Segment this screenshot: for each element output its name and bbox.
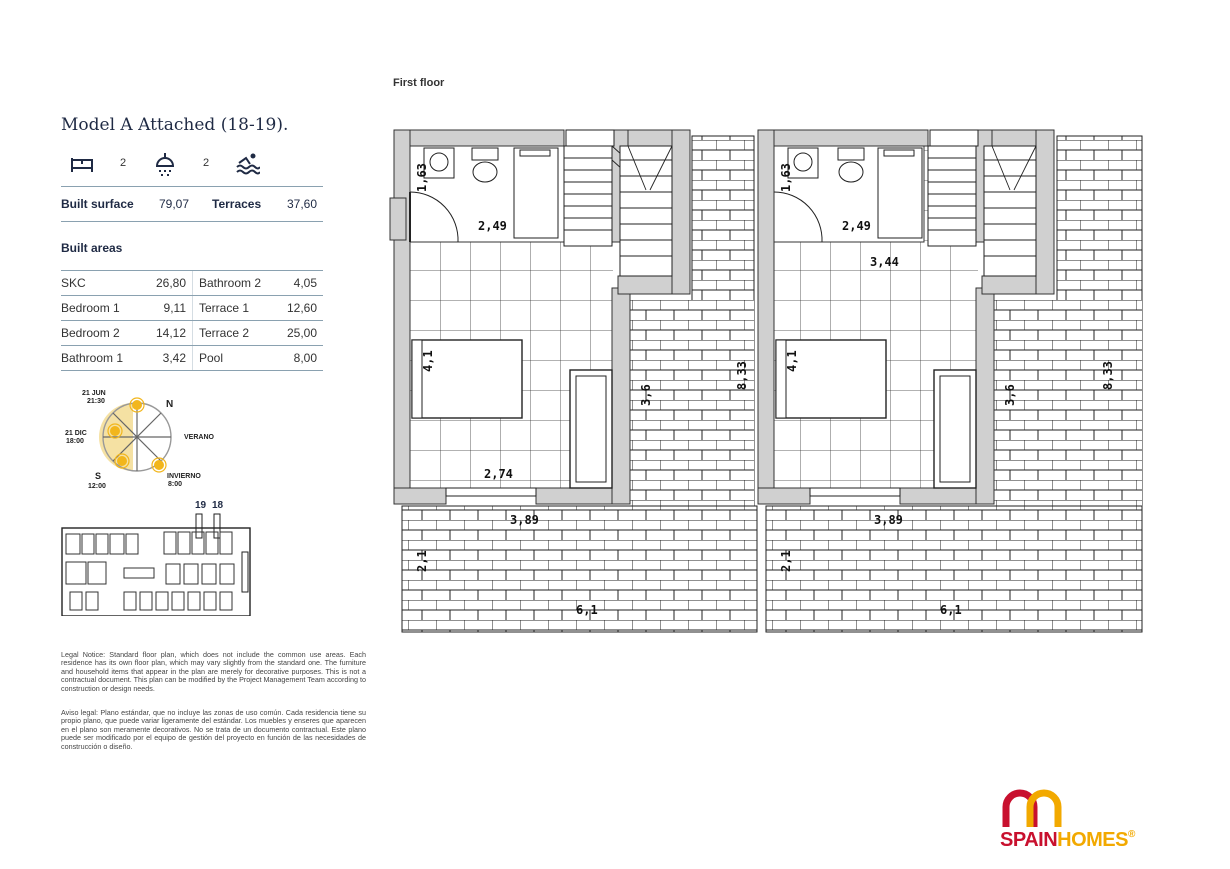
area-label: SKC xyxy=(61,271,136,296)
dic-time: 18:00 xyxy=(66,438,84,445)
dim-right-stair-w: 3,44 xyxy=(870,255,899,269)
jun-label: 21 JUN xyxy=(82,390,106,397)
bedrooms-count: 2 xyxy=(120,157,127,169)
unit-right xyxy=(758,130,1142,632)
feature-icons xyxy=(61,152,291,180)
verano-label: VERANO xyxy=(184,434,214,441)
unit-19-label: 19 xyxy=(195,500,207,511)
invierno-label: INVIERNO xyxy=(167,473,201,480)
unit-18-label: 18 xyxy=(212,500,224,511)
area-value: 25,00 xyxy=(278,321,323,346)
invierno-time: 8:00 xyxy=(168,481,183,488)
area-label: Terrace 1 xyxy=(193,296,279,321)
dim-right-total-h: 8,33 xyxy=(1101,361,1115,390)
area-label: Terrace 2 xyxy=(193,321,279,346)
area-label: Bedroom 1 xyxy=(61,296,136,321)
built-surface-value: 79,07 xyxy=(159,197,190,211)
area-value: 4,05 xyxy=(278,271,323,296)
north-label: N xyxy=(166,399,174,410)
south-label: S xyxy=(95,471,102,481)
table-row xyxy=(61,321,323,346)
built-surface-label: Built surface xyxy=(61,197,134,211)
brand-logo xyxy=(1000,785,1200,855)
built-areas-table xyxy=(61,270,323,371)
dim-left-bath-h: 1,63 xyxy=(415,163,429,192)
dim-left-bed-h: 4,1 xyxy=(421,350,435,372)
bed-icon xyxy=(70,156,94,174)
legal-notice-en: Legal Notice: Standard floor plan, which does not include the common use areas. Each residence has its own floor plan, which may vary slightly from the standard one. The furniture and household items that appear in the plan are merely for decorative purposes. This is not a contractual document. This plan can be modified by the Project Management Team according to construction or design needs. xyxy=(61,650,366,693)
brand-arch-icon xyxy=(1002,785,1064,829)
terraces-label: Terraces xyxy=(212,197,262,211)
floor-label: First floor xyxy=(393,77,445,89)
brand-reg: ® xyxy=(1127,829,1135,840)
south-time: 12:00 xyxy=(88,483,106,490)
pool-icon xyxy=(236,152,260,176)
dim-right-bed-h: 4,1 xyxy=(785,350,799,372)
dim-left-bath-w: 2,49 xyxy=(478,219,507,233)
dim-right-front-h: 2,1 xyxy=(779,550,793,572)
dim-left-front-h: 2,1 xyxy=(415,550,429,572)
area-label: Bedroom 2 xyxy=(61,321,136,346)
dim-right-terr-h: 3,6 xyxy=(1003,384,1017,406)
brand-part1: SPAIN xyxy=(1000,829,1058,851)
dim-right-bath-h: 1,63 xyxy=(779,163,793,192)
jun-time: 21:30 xyxy=(87,398,105,405)
floor-plan-drawing xyxy=(380,120,1145,640)
area-value: 12,60 xyxy=(278,296,323,321)
area-value: 8,00 xyxy=(278,346,323,371)
dim-left-bed-w: 2,74 xyxy=(484,467,513,481)
area-label: Pool xyxy=(193,346,279,371)
model-title: Model A Attached (18-19). xyxy=(61,115,289,135)
terraces-value: 37,60 xyxy=(287,197,318,211)
dim-left-front-total: 6,1 xyxy=(576,603,598,617)
area-value: 9,11 xyxy=(136,296,193,321)
dim-left-terr-h: 3,6 xyxy=(639,384,653,406)
built-areas-heading: Built areas xyxy=(61,241,123,255)
area-label: Bathroom 1 xyxy=(61,346,136,371)
legal-notice-es: Aviso legal: Plano estándar, que no incluye las zonas de uso común. Cada residencia tiene su propio plano, que puede variar ligeramente del estándar. Los muebles y enseres que aparecen en el plano son meramente decorativos. No se trata de un documento contractual. Este plano puede ser modificado por el equipo de gestión del proyecto en función de las necesidades de construcción o diseño. xyxy=(61,708,366,751)
area-label: Bathroom 2 xyxy=(193,271,279,296)
brand-part2: HOMES xyxy=(1057,829,1128,851)
table-row xyxy=(61,346,323,371)
area-value: 3,42 xyxy=(136,346,193,371)
brand-wordmark xyxy=(1000,829,1135,852)
surface-summary xyxy=(61,186,323,222)
bathrooms-count: 2 xyxy=(203,157,210,169)
dim-right-front-total: 6,1 xyxy=(940,603,962,617)
table-row xyxy=(61,296,323,321)
dim-right-front-w: 3,89 xyxy=(874,513,903,527)
area-value: 26,80 xyxy=(136,271,193,296)
dim-left-total-h: 8,33 xyxy=(735,361,749,390)
dim-left-front-w: 3,89 xyxy=(510,513,539,527)
dic-label: 21 DIC xyxy=(65,430,87,437)
unit-left xyxy=(390,130,757,632)
site-plan-drawing xyxy=(60,512,260,616)
shower-icon xyxy=(155,152,175,178)
sun-path-diagram xyxy=(60,387,240,497)
site-plan xyxy=(60,498,260,618)
table-row xyxy=(61,271,323,296)
floor-plan xyxy=(380,120,1145,645)
dim-right-bath-w: 2,49 xyxy=(842,219,871,233)
area-value: 14,12 xyxy=(136,321,193,346)
